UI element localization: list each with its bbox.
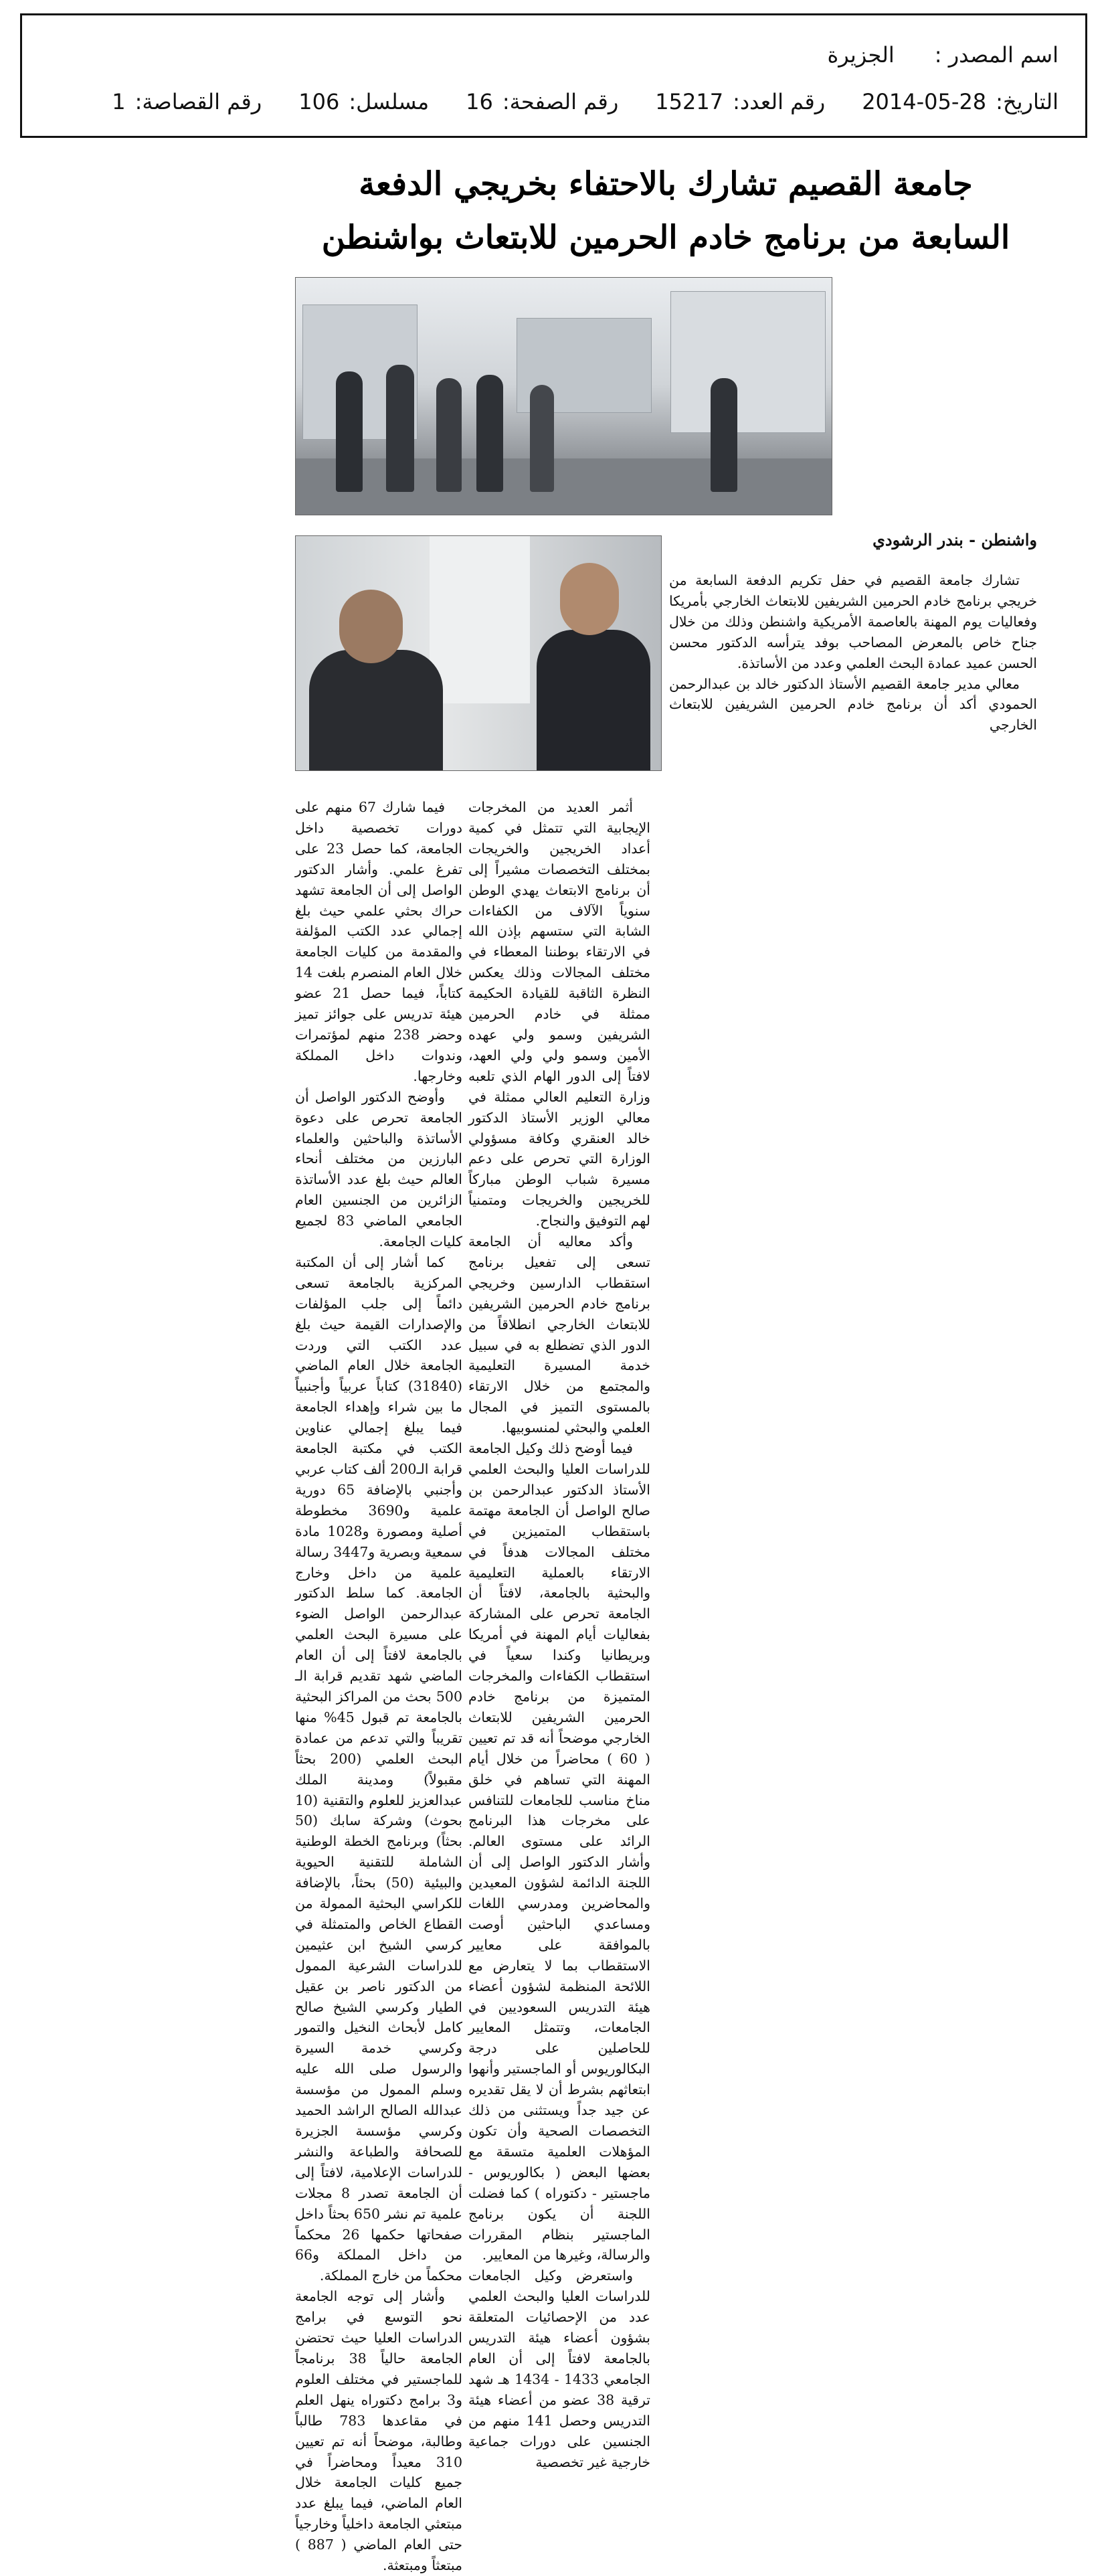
man-left-head: [339, 590, 403, 663]
paragraph: فيما شارك 67 منهم على دورات تخصصية داخل الجامعة، كما حصل 23 على تفرغ علمي. وأشار الدكتور الواصل إلى أن الجامعة تشهد حراك بحثي علمي حيث بلغ إجمالي عدد الكتب المؤلفة والمقدمة من كليات الجامعة خلال العام المنصرم بلغت 14 كتاباً، فيما حصل 21 عضو هيئة تدريس على جوائز تميز وحضر 238 منهم لمؤتمرات وندوات داخل المملكة وخارجها.: [295, 799, 462, 1084]
clip-field: [112, 89, 262, 114]
person-2: [386, 365, 414, 492]
man-right-head: [560, 563, 619, 635]
headline-line-1: جامعة القصيم تشارك بالاحتفاء بخريجي الدفعة: [359, 165, 973, 203]
article-column-left: [295, 797, 462, 2576]
source-label: اسم المصدر :: [934, 42, 1058, 68]
issue-field: [655, 89, 825, 114]
man-left-body: [309, 650, 443, 771]
person-5: [530, 385, 554, 492]
article-column-right: [669, 570, 1037, 736]
clipping-header: [20, 13, 1087, 138]
headline-line-2: السابعة من برنامج خادم الحرمين للابتعاث بواشنطن: [321, 219, 1010, 256]
person-6: [711, 378, 737, 492]
paragraph: أثمر العديد من المخرجات الإيجابية التي تتمثل في كمية أعداد الخريجين والخريجات بمختلف التخصصات مشيراً إلى أن برنامج الابتعاث يهدي الوطن سنوياً الآلاف من الكفاءات الشابة التي ستسهم بإذن الله في الارتقاء بوطننا المعطاء في مختلف المجالات وذلك يعكس النظرة الثاقبة للقيادة الحكيمة ممثلة في خادم الحرمين الشريفين وسمو ولي عهده الأمين وسمو ولي ولي العهد، لافتاً إلى الدور الهام الذي تلعبه وزارة التعليم العالي ممثلة في معالي الوزير الأستاذ الدكتور خالد العنقري وكافة مسؤولي الوزارة التي تحرص على دعم مسيرة شباب الوطن مباركاً للخريجين والخريجات ومتمنياً لهم التوفيق والنجاح.: [468, 799, 650, 1229]
issue-value: 15217: [655, 89, 724, 114]
booth-right: [670, 291, 826, 433]
paragraph: وأشار إلى توجه الجامعة نحو التوسع في برامج الدراسات العليا حيث تحتضن الجامعة حالياً 38 برنامجاً للماجستير في مختلف العلوم و3 برامج دكتوراه ينهل العلم في مقاعدها 783 طالباً وطالبة، موضحاً أنه تم تعيين 310 معيداً ومحاضراً في جميع كليات الجامعة خلال العام الماضي، فيما يبلغ عدد مبتعثي الجامعة داخلياً وخارجياً حتى العام الماضي ( 887 ) مبتعثاً ومبتعثة.: [295, 2288, 463, 2574]
clip-label: رقم القصاصة:: [134, 89, 262, 114]
paragraph: فيما أوضح ذلك وكيل الجامعة للدراسات العليا والبحث العلمي الأستاذ الدكتور عبدالرحمن بن صالح الواصل أن الجامعة مهتمة باستقطاب المتميزين في مختلف المجالات هدفاً في الارتقاء بالعملية التعليمية والبحثية بالجامعة، لافتاً أن الجامعة تحرص على المشاركة بفعاليات أيام المهنة في أمريكا وبريطانيا وكندا سعياً في استقطاب الكفاءات والمخرجات المتميزة من برنامج خادم الحرمين الشريفين للابتعاث الخارجي موضحاً أنه قد تم تعيين ( 60 ) محاضراً من خلال أيام المهنة التي تساهم في خلق مناخ مناسب للجامعات للتنافس على مخرجات هذا البرنامج الرائد على مستوى العالم. وأشار الدكتور الواصل إلى أن اللجنة الدائمة لشؤون المعيدين والمحاضرين ومدرسي اللغات ومساعدي الباحثين أوصت بالموافقة على معايير الاستقطاب بما لا يتعارض مع اللائحة المنظمة لشؤون أعضاء هيئة التدريس السعوديين في الجامعات، وتتمثل المعايير للحاصلين على درجة البكالوريوس أو الماجستير وأنهوا ابتعاثهم بشرط أن لا يقل تقديره عن جيد جداً ويستثنى من ذلك التخصصات الصحية وأن تكون المؤهلات العلمية متسقة مع بعضها البعض ( بكالوريوس - ماجستير - دكتوراه ) كما فضلت اللجنة أن يكون برنامج الماجستير بنظام المقررات والرسالة، وغيرها من المعايير.: [468, 1440, 650, 2263]
person-3: [436, 378, 462, 492]
issue-label: رقم العدد:: [733, 89, 826, 114]
paragraph: وأوضح الدكتور الواصل أن الجامعة تحرص على دعوة الأساتذة والباحثين والعلماء البارزين من مختلف أنحاء العالم حيث بلغ عدد الأساتذة الزائرين من الجنسين العام الجامعي الماضي 83 لجميع كليات الجامعة.: [295, 1088, 462, 1250]
serial-field: [298, 89, 429, 114]
serial-label: مسلسل:: [349, 89, 430, 114]
date-value: 28-05-2014: [862, 89, 987, 114]
article-column-middle: [468, 797, 650, 2472]
article-headline: [294, 157, 1037, 264]
paragraph: تشارك جامعة القصيم في حفل تكريم الدفعة السابعة من خريجي برنامج خادم الحرمين الشريفين للابتعاث الخارجي بأمريكا وفعاليات يوم المهنة بالعاصمة الأمريكية واشنطن وذلك من خلال جناح خاص بالمعرض المصاحب بوفد يترأسه الدكتور محسن الحسن عميد عمادة البحث العلمي وعدد من الأساتذة.: [669, 572, 1037, 671]
paragraph: معالي مدير جامعة القصيم الأستاذ الدكتور خالد بن عبدالرحمن الحمودي أكد أن برنامج خادم الحرمين الشريفين للابتعاث الخارجي: [669, 675, 1037, 734]
person-1: [336, 371, 363, 492]
exhibition-hall-photo: [295, 277, 832, 515]
person-4: [476, 375, 503, 492]
paragraph: كما أشار إلى أن المكتبة المركزية بالجامعة تسعى دائماً إلى جلب المؤلفات والإصدارات القيمة حيث بلغ عدد الكتب التي وردت الجامعة خلال العام الماضي (31840) كتاباً عربياً وأجنبياً ما بين شراء وإهداء الجامعة فيما يبلغ إجمالي عناوين الكتب في مكتبة الجامعة قرابة الـ200 ألف كتاب عربي وأجنبي بالإضافة 65 دورية علمية و3690 مخطوطة أصلية ومصورة و1028 مادة سمعية وبصرية و3447 رسالة علمية من داخل وخارج الجامعة. كما سلط الدكتور عبدالرحمن الواصل الضوء على مسيرة البحث العلمي بالجامعة لافتاً إلى أن العام الماضي شهد تقديم قرابة الـ 500 بحث من المراكز البحثية بالجامعة تم قبول 45% منها تقريباً والتي تدعم من عمادة البحث العلمي (200 بحثاً مقبولاً) ومدينة الملك عبدالعزيز للعلوم والتقنية (10 بحوث) وشركة سابك (50 بحثاً) وبرنامج الخطة الوطنية الشاملة للتقنية الحيوية والبيئية (50) بحثاً، بالإضافة للكراسي البحثية الممولة من القطاع الخاص والمتمثلة في كرسي الشيخ ابن عثيمين للدراسات الشرعية الممول من الدكتور ناصر بن عقيل الطيار وكرسي الشيخ صالح كامل لأبحاث النخيل والتمور وكرسي خدمة السيرة والرسول صلى الله عليه وسلم الممول من مؤسسة عبدالله الصالح الراشد الحميد وكرسي مؤسسة الجزيرة للصحافة والطباعة والنشر للدراسات الإعلامية، لافتاً إلى أن الجامعة تصدر 8 مجلات علمية تم نشر 650 بحثاً داخل صفحاتها حكمها 26 محكماً من داخل المملكة و66 محكماً من خارج المملكة.: [295, 1254, 463, 2284]
page-field: [466, 89, 618, 114]
paragraph: واستعرض وكيل الجامعات للدراسات العليا والبحث العلمي عدد من الإحصائيات المتعلقة بشؤون أعضاء هيئة التدريس بالجامعة لافتاً إلى أن العام الجامعي 1433 - 1434 هـ شهد ترقية 38 عضو من أعضاء هيئة التدريس وحصل 141 منهم من الجنسين على دورات جماعية خارجية غير تخصصية: [468, 2267, 651, 2470]
paragraph: وأكد معاليه أن الجامعة تسعى إلى تفعيل برنامج استقطاب الدارسين وخريجي برنامج خادم الحرمين الشريفين للابتعاث الخارجي انطلاقاً من الدور الذي تضطلع به في سبيل خدمة المسيرة التعليمية والمجتمع من خلال الارتقاء بالمستوى التميز في المجال العلمي والبحثي لمنسوبيها.: [468, 1233, 650, 1436]
date-label: التاريخ:: [996, 89, 1058, 114]
backdrop-panel: [430, 536, 530, 703]
clip-value: 1: [112, 89, 126, 114]
delegation-photo: [295, 535, 662, 771]
source-row: [49, 38, 1058, 72]
page-value: 16: [466, 89, 493, 114]
page-label: رقم الصفحة:: [502, 89, 619, 114]
source-field: [827, 42, 1058, 68]
meta-row: [49, 85, 1058, 118]
source-value: الجزيرة: [827, 42, 895, 68]
article-byline: واشنطن - بندر الرشودي: [872, 530, 1037, 549]
date-field: [862, 89, 1058, 114]
serial-value: 106: [298, 89, 340, 114]
man-right-body: [537, 630, 650, 771]
floor: [296, 458, 832, 515]
